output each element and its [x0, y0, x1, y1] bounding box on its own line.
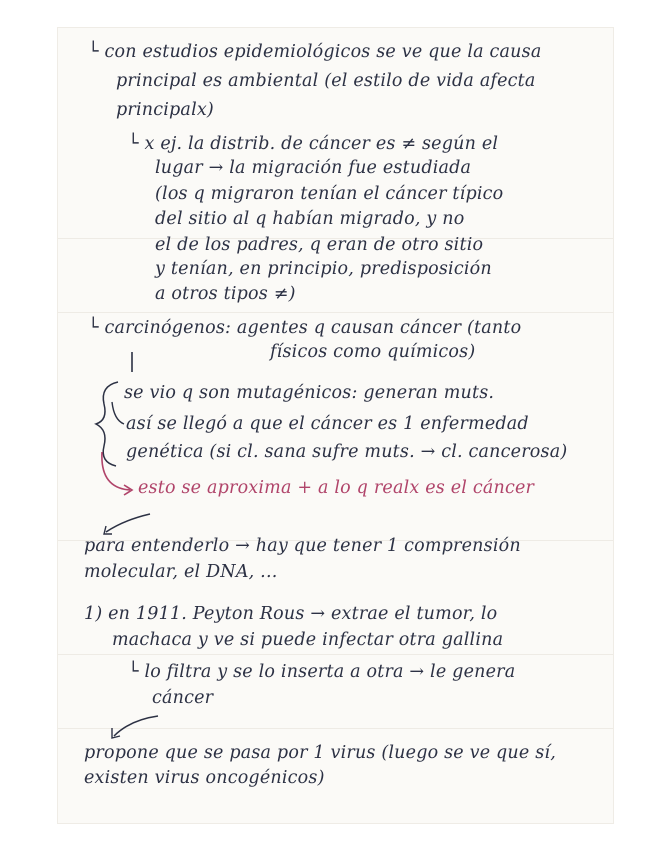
note-line: machaca y ve si puede infectar otra gallina: [112, 630, 504, 650]
note-line: el de los padres, q eran de otro sitio: [155, 235, 484, 255]
note-line: físicos como químicos): [270, 342, 476, 362]
bracket-icon: [96, 382, 118, 466]
note-line: (los q migraron tenían el cáncer típico: [155, 184, 504, 204]
note-line: del sitio al q habían migrado, y no: [155, 209, 465, 229]
curved-arrow-icon: [106, 514, 150, 532]
note-line: cáncer: [152, 688, 214, 708]
curved-arrow-icon: [112, 402, 124, 424]
note-line: así se llegó a que el cáncer es 1 enfermedad: [126, 414, 529, 434]
note-line: se vio q son mutagénicos: generan muts.: [124, 383, 495, 403]
note-line: └ lo filtra y se lo inserta a otra → le genera: [128, 662, 516, 682]
note-line: molecular, el DNA, ...: [84, 562, 278, 582]
pink-arrow-icon: [102, 452, 130, 490]
note-line: propone que se pasa por 1 virus (luego se ve que sí,: [84, 743, 556, 763]
note-line: para entenderlo → hay que tener 1 comprensión: [84, 536, 521, 556]
note-line: principal es ambiental (el estilo de vida afecta: [116, 71, 536, 91]
note-line: genética (si cl. sana sufre muts. → cl. cancerosa): [126, 442, 568, 462]
note-line: lugar → la migración fue estudiada: [155, 158, 472, 178]
arrowhead-icon: [112, 728, 120, 738]
note-line: a otros tipos ≠): [155, 284, 296, 304]
note-line: └ carcinógenos: agentes q causan cáncer (tanto: [88, 318, 522, 338]
note-line-accent: esto se aproxima + a lo q realx es el cáncer: [138, 478, 535, 498]
note-line: 1) en 1911. Peyton Rous → extrae el tumor, lo: [84, 604, 498, 624]
note-line: principalx): [116, 100, 214, 120]
note-line: └ con estudios epidemiológicos se ve que la causa: [88, 42, 542, 62]
note-line: └ x ej. la distrib. de cáncer es ≠ según el: [128, 134, 499, 154]
curved-arrow-icon: [114, 716, 158, 736]
note-line: existen virus oncogénicos): [84, 768, 325, 788]
note-line: y tenían, en principio, predisposición: [155, 259, 492, 279]
